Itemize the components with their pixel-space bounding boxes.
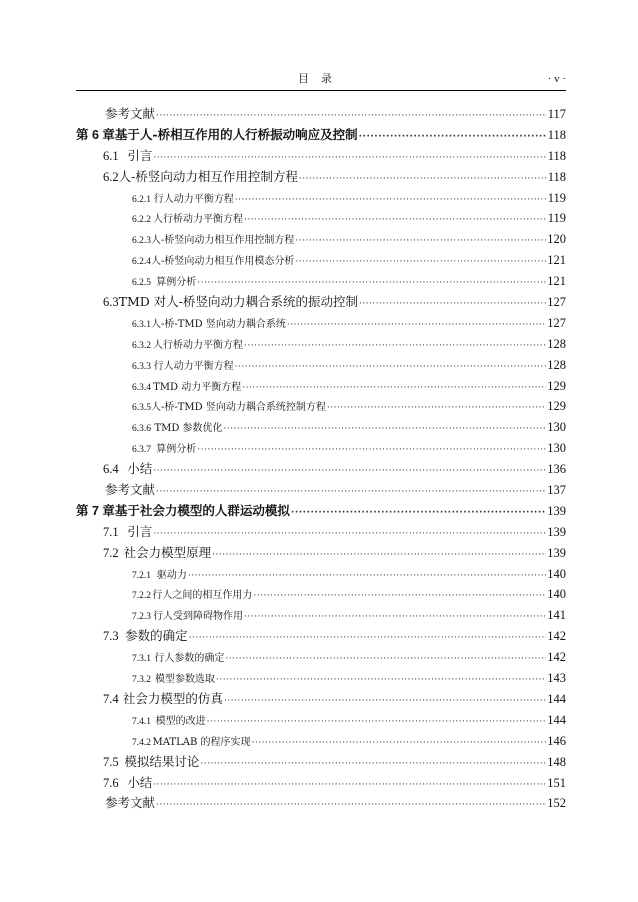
dot-leader [197, 273, 546, 294]
toc-entry-page: 136 [547, 462, 566, 477]
toc-entry-page: 142 [547, 629, 566, 644]
toc-entry-sub[interactable] [76, 605, 566, 626]
dot-leader [153, 461, 546, 482]
toc-entry-title: 参考文献 [105, 482, 156, 498]
toc-entry-title: 小结 [127, 461, 153, 477]
toc-entry-title: 参数的确定 [125, 628, 188, 644]
toc-entry-title: MATLAB 的程序实现 [152, 736, 251, 748]
toc-entry-title: 模拟结果讨论 [124, 753, 200, 769]
toc-entry-sec[interactable] [76, 752, 566, 773]
toc-entry-title: 模型的改进 [155, 715, 206, 727]
dot-leader [251, 733, 546, 754]
toc-entry-page: 118 [547, 127, 566, 142]
table-of-contents [76, 104, 566, 814]
toc-entry-page: 117 [547, 107, 566, 121]
toc-entry-page: 148 [547, 754, 566, 769]
toc-entry-page: 128 [547, 357, 566, 372]
dot-leader [242, 378, 546, 399]
toc-entry-page: 130 [547, 441, 566, 456]
toc-entry-number: 6.3.3 [132, 361, 151, 372]
toc-entry-number: 7.2.3 [132, 612, 151, 623]
toc-entry-number: 6.3.4 [132, 382, 151, 393]
dot-leader [207, 712, 547, 733]
toc-entry-number: 7.2.2 [132, 591, 151, 602]
dot-leader [224, 419, 547, 440]
dot-leader [253, 586, 546, 607]
toc-entry-number: 6.2.4 [132, 257, 151, 268]
toc-entry-sec[interactable] [76, 689, 566, 710]
toc-entry-page: 127 [547, 295, 566, 310]
dot-leader [153, 148, 546, 169]
toc-entry-number: 6.2.5 [132, 278, 151, 289]
dot-leader [200, 754, 546, 775]
dot-leader [244, 210, 547, 231]
toc-entry-number: 7.4 [103, 691, 119, 706]
header-page-number: · v · [547, 73, 566, 85]
toc-entry-number: 7.3 [103, 629, 119, 644]
toc-entry-title: 模型参数选取 [154, 674, 215, 686]
toc-entry-sub[interactable] [76, 396, 566, 417]
toc-entry-page: 143 [547, 671, 566, 686]
toc-entry-number: 6.1 [103, 148, 119, 163]
toc-entry-page: 141 [547, 608, 566, 623]
toc-entry-title: 社会力模型的仿真 [122, 690, 223, 706]
toc-entry-sub[interactable] [76, 355, 566, 376]
toc-entry-sub[interactable] [76, 584, 566, 605]
toc-entry-sec[interactable] [76, 167, 566, 188]
toc-entry-sec[interactable] [76, 522, 566, 543]
toc-entry-number: 7.3.1 [132, 654, 151, 665]
toc-entry-number: 6.2.2 [132, 215, 151, 226]
toc-entry-number: 6.2 [103, 169, 119, 184]
toc-entry-title: 引言 [127, 147, 153, 163]
toc-entry-ch[interactable] [76, 501, 566, 522]
dot-leader [287, 315, 546, 336]
toc-entry-number: 7.2.1 [132, 570, 151, 581]
dot-leader [235, 357, 547, 378]
toc-entry-page: 118 [547, 148, 566, 163]
toc-entry-page: 130 [547, 420, 566, 435]
toc-entry-number: 第 6 章 [76, 127, 115, 142]
toc-entry-ch[interactable] [76, 125, 566, 146]
toc-entry-page: 144 [547, 712, 566, 727]
dot-leader [235, 190, 547, 211]
toc-entry-sub[interactable] [76, 417, 566, 438]
dot-leader [224, 691, 546, 712]
toc-entry-page: 119 [547, 211, 566, 226]
toc-entry-sub[interactable] [76, 313, 566, 334]
toc-entry-title: 人-桥-TMD 竖向动力耦合系统 [151, 318, 286, 330]
dot-leader [359, 294, 546, 315]
running-header [76, 70, 566, 88]
toc-entry-sec[interactable] [76, 459, 566, 480]
toc-entry-page: 137 [547, 483, 566, 498]
toc-entry-number: 6.2.3 [132, 236, 151, 247]
toc-entry-title: TMD 动力平衡方程 [153, 381, 242, 393]
toc-entry-number: 6.4 [103, 462, 119, 477]
toc-entry-sec[interactable] [76, 773, 566, 794]
toc-entry-number: 6.3.1 [132, 319, 151, 330]
toc-entry-page: 129 [547, 378, 566, 393]
dot-leader [189, 628, 547, 649]
toc-entry-title: TMD 参数优化 [154, 423, 223, 435]
toc-entry-title: 算例分析 [156, 277, 197, 289]
dot-leader [295, 252, 546, 273]
toc-entry-title: 参考文献 [105, 106, 156, 121]
toc-entry-title: 基于社会力模型的人群运动模拟 [114, 502, 290, 518]
toc-entry-title: 引言 [127, 523, 153, 539]
toc-entry-page: 121 [547, 253, 566, 268]
toc-entry-sub[interactable] [76, 250, 566, 271]
toc-entry-page: 118 [547, 169, 566, 184]
toc-entry-sub[interactable] [76, 668, 566, 689]
toc-entry-page: 151 [547, 775, 566, 790]
toc-entry-page: 142 [547, 650, 566, 665]
toc-entry-title: 人-桥竖向动力相互作用控制方程 [151, 235, 295, 247]
toc-entry-page: 121 [547, 274, 566, 289]
dot-leader [156, 482, 546, 503]
toc-entry-number: 6.2.1 [132, 194, 151, 205]
toc-entry-sec[interactable] [76, 626, 566, 647]
dot-leader [197, 440, 546, 461]
toc-entry-sub[interactable] [76, 731, 566, 752]
toc-entry-title: 人行桥动力平衡方程 [153, 214, 244, 226]
toc-entry-sec[interactable] [76, 146, 566, 167]
toc-entry-number: 6.3.2 [132, 340, 151, 351]
dot-leader [327, 398, 546, 419]
toc-entry-page: 127 [547, 315, 566, 330]
dot-leader [291, 503, 546, 524]
toc-entry-number: 7.6 [103, 775, 119, 790]
dot-leader [156, 795, 546, 816]
toc-entry-sub[interactable] [76, 564, 566, 585]
toc-entry-sub[interactable] [76, 438, 566, 459]
toc-entry-title: 基于人-桥相互作用的人行桥振动响应及控制 [114, 126, 358, 142]
dot-leader [225, 649, 546, 670]
dot-leader [359, 127, 547, 148]
toc-entry-sub[interactable] [76, 376, 566, 397]
header-title: 目录 [298, 72, 344, 85]
toc-entry-title: 人-桥-TMD 竖向动力耦合系统控制方程 [151, 402, 326, 414]
header-rule [76, 90, 566, 91]
toc-entry-number: 7.5 [103, 754, 119, 769]
dot-leader [244, 336, 546, 357]
toc-entry-title: TMD 对人-桥竖向动力耦合系统的振动控制 [118, 294, 358, 310]
toc-entry-sub[interactable] [76, 710, 566, 731]
toc-entry-number: 7.2 [103, 545, 119, 560]
toc-entry-page: 139 [547, 524, 566, 539]
toc-entry-page: 129 [547, 399, 566, 414]
toc-entry-title: 人-桥竖向动力相互作用模态分析 [151, 256, 295, 268]
toc-entry-number: 7.1 [103, 524, 119, 539]
toc-entry-title: 人-桥竖向动力相互作用控制方程 [118, 168, 298, 184]
toc-entry-sub[interactable] [76, 208, 566, 229]
toc-entry-page: 146 [547, 733, 566, 748]
toc-entry-title: 行人之间的相互作用力 [152, 590, 253, 602]
toc-entry-title: 参考文献 [105, 795, 156, 811]
toc-entry-title: 行人受到障碍物作用 [153, 611, 244, 623]
dot-leader [295, 231, 546, 252]
toc-entry-title: 算例分析 [156, 444, 197, 456]
toc-entry-number: 6.3 [103, 295, 119, 310]
toc-entry-ref[interactable] [76, 104, 566, 125]
toc-entry-sub[interactable] [76, 271, 566, 292]
toc-entry-ref[interactable] [76, 480, 566, 501]
dot-leader [216, 670, 546, 691]
toc-entry-sub[interactable] [76, 647, 566, 668]
toc-entry-number: 6.3.7 [132, 445, 151, 456]
toc-entry-sec[interactable] [76, 292, 566, 313]
toc-entry-page: 139 [547, 545, 566, 560]
dot-leader [156, 106, 547, 127]
toc-entry-page: 140 [547, 587, 566, 602]
toc-entry-page: 120 [547, 232, 566, 247]
dot-leader [244, 607, 546, 628]
toc-entry-sub[interactable] [76, 188, 566, 209]
toc-entry-title: 行人参数的确定 [154, 653, 225, 665]
toc-entry-title: 行人动力平衡方程 [153, 193, 234, 205]
toc-entry-sub[interactable] [76, 229, 566, 250]
toc-entry-title: 行人动力平衡方程 [153, 360, 234, 372]
toc-entry-ref[interactable] [76, 793, 566, 814]
dot-leader [188, 566, 546, 587]
toc-entry-number: 7.3.2 [132, 675, 151, 686]
toc-entry-sec[interactable] [76, 543, 566, 564]
toc-entry-number: 7.4.2 [132, 737, 151, 748]
toc-entry-number: 6.3.5 [132, 403, 151, 414]
toc-entry-number: 7.4.1 [132, 716, 151, 727]
toc-entry-page: 119 [547, 190, 566, 205]
dot-leader [212, 545, 546, 566]
toc-entry-number: 6.3.6 [132, 424, 151, 435]
toc-entry-title: 驱动力 [156, 569, 187, 581]
toc-entry-page: 139 [547, 503, 566, 518]
toc-entry-page: 140 [547, 566, 566, 581]
dot-leader [153, 524, 546, 545]
toc-entry-title: 社会力模型原理 [123, 544, 212, 560]
toc-entry-title: 人行桥动力平衡方程 [153, 339, 244, 351]
toc-entry-page: 128 [547, 336, 566, 351]
toc-entry-sub[interactable] [76, 334, 566, 355]
toc-entry-number: 第 7 章 [76, 503, 115, 518]
toc-entry-page: 152 [547, 796, 566, 811]
dot-leader [299, 169, 547, 190]
toc-entry-title: 小结 [127, 774, 153, 790]
toc-entry-page: 144 [547, 691, 566, 706]
dot-leader [153, 775, 546, 796]
